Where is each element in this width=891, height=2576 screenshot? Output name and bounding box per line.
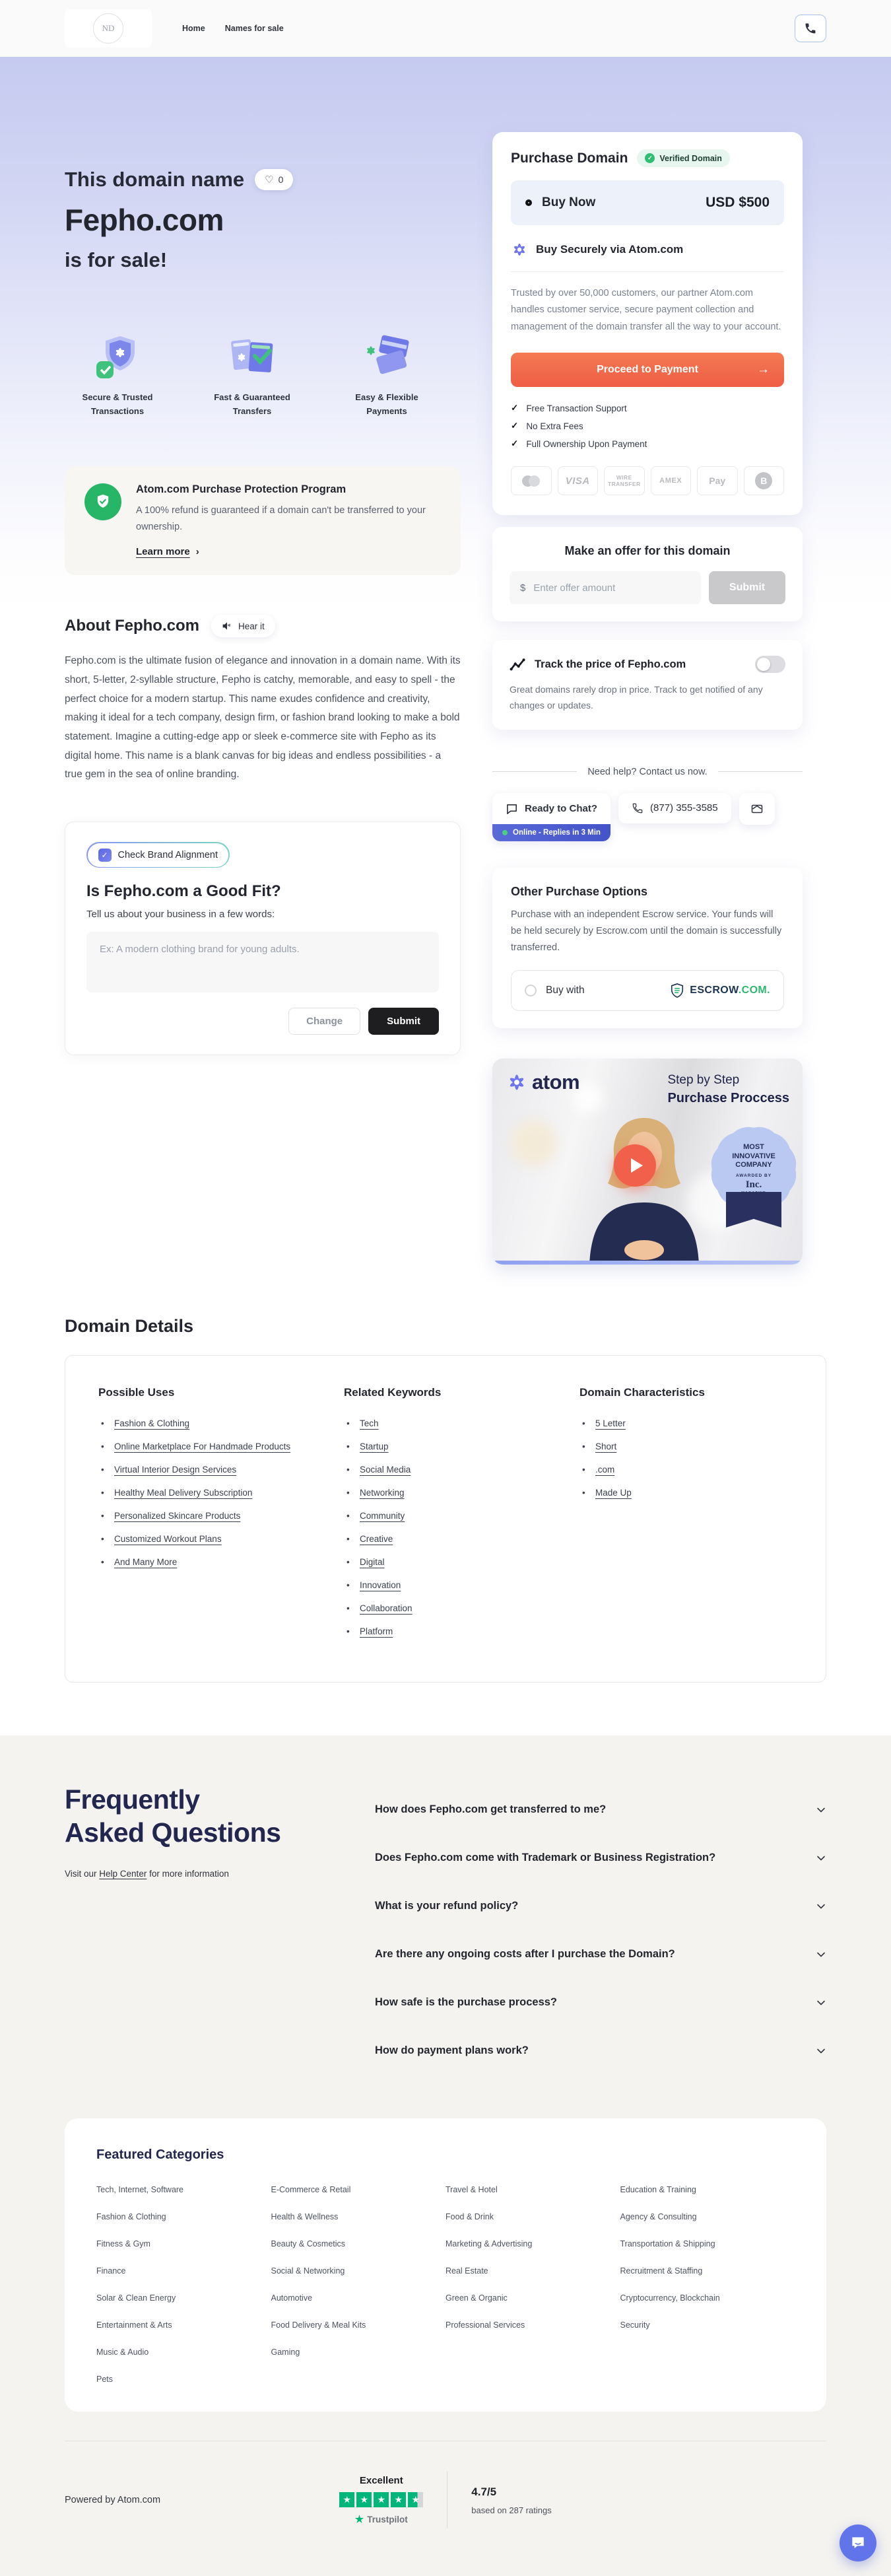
track-text: Great domains rarely drop in price. Track to get notified of any changes or updates. (510, 684, 763, 711)
star-icon: ★ (356, 2492, 372, 2507)
radio-unselected-icon[interactable] (525, 985, 537, 996)
category-link[interactable]: Music & Audio (96, 2348, 149, 2357)
categories-title: Featured Categories (96, 2147, 224, 2162)
category-link[interactable]: Transportation & Shipping (620, 2239, 715, 2248)
purchase-protection-card (65, 466, 461, 576)
atom-logo-icon (511, 241, 528, 258)
verified-check-icon: ✓ (645, 153, 655, 163)
feature-label: Fast & Guaranteed Transfers (214, 392, 290, 416)
payment-methods (511, 466, 784, 495)
protection-text: A 100% refund is guaranteed if a domain can't be transferred to your ownership. (136, 505, 426, 532)
category-link[interactable]: Green & Organic (446, 2293, 508, 2303)
check-square-icon: ✓ (98, 849, 112, 862)
detail-link-item (344, 1576, 527, 1595)
domain-details-section (0, 1316, 891, 1683)
detail-link[interactable]: Digital (360, 1556, 385, 1567)
purchase-process-video[interactable] (492, 1059, 803, 1265)
related-keywords-column: Related Keywords • Tech • Startup • Social Media • Networking • Community • Creative • Digital • Innovation • Collaboration • Platform (344, 1386, 527, 1645)
detail-link[interactable]: Networking (360, 1487, 405, 1498)
faq-question-row[interactable]: How does Fepho.com get transferred to me? (375, 1786, 826, 1834)
trustpilot-logo: ★ Trustpilot (354, 2514, 408, 2525)
detail-link-item (98, 1437, 317, 1456)
feature-label: Secure & Trusted Transactions (82, 392, 153, 416)
proceed-to-payment-button[interactable]: Proceed to Payment → (511, 353, 784, 387)
video-caption: Step by Step Purchase Proccess (667, 1072, 789, 1106)
detail-link[interactable]: Healthy Meal Delivery Subscription (114, 1487, 253, 1498)
payment-mastercard-icon (511, 466, 552, 495)
payment-amex-icon: AMEX (651, 466, 692, 495)
verified-domain-badge: ✓ Verified Domain (637, 149, 729, 167)
detail-link[interactable]: Platform (360, 1626, 393, 1636)
about-title: About Fepho.com (65, 617, 199, 635)
detail-link-item (98, 1506, 317, 1525)
star-icon: ★ (408, 2492, 423, 2507)
category-link[interactable]: Health & Wellness (271, 2212, 339, 2221)
shield-check-icon (92, 331, 143, 383)
detail-link[interactable]: Creative (360, 1533, 393, 1544)
category-link[interactable]: Fitness & Gym (96, 2239, 150, 2248)
hero-tagline: is for sale! (65, 248, 168, 271)
fit-submit-button[interactable]: Submit (368, 1008, 439, 1035)
powered-by: Powered by Atom.com (65, 2495, 161, 2505)
detail-link[interactable]: Startup (360, 1441, 389, 1451)
phone-icon (804, 22, 817, 35)
category-link[interactable]: Security (620, 2320, 650, 2330)
detail-link[interactable]: Personalized Skincare Products (114, 1510, 241, 1521)
detail-link-item (579, 1460, 793, 1479)
detail-link[interactable]: Online Marketplace For Handmade Products (114, 1441, 291, 1451)
category-link[interactable]: Food Delivery & Meal Kits (271, 2320, 366, 2330)
nav-home[interactable]: Home (182, 24, 205, 33)
offer-submit-button[interactable]: Submit (709, 571, 785, 604)
envelope-icon (750, 802, 764, 816)
category-link[interactable]: Fashion & Clothing (96, 2212, 166, 2221)
phone-icon (632, 802, 644, 814)
benefit-list (511, 403, 784, 449)
chevron-down-icon (816, 1949, 826, 1960)
faq-section (0, 1735, 891, 2576)
phone-number-button[interactable]: (877) 355-3585 (618, 793, 731, 823)
benefit-item: ✓ Free Transaction Support (511, 403, 627, 413)
check-icon: ✓ (511, 403, 519, 413)
speaker-icon (222, 621, 232, 631)
price-track-card (492, 640, 803, 730)
detail-link[interactable]: Customized Workout Plans (114, 1533, 222, 1544)
detail-link-item (98, 1552, 317, 1572)
arrow-right-icon: → (757, 363, 770, 377)
chevron-down-icon (816, 1901, 826, 1912)
email-button[interactable] (739, 793, 775, 825)
feature-label: Easy & Flexible Payments (355, 392, 418, 416)
faq-title: Frequently Asked Questions (65, 1784, 281, 1848)
category-column (620, 2185, 795, 2384)
help-center-link[interactable]: Help Center (99, 1869, 147, 1879)
payment-bitcoin-icon: B (744, 466, 785, 495)
about-text: Fepho.com is the ultimate fusion of elegance and innovation in a domain name. With its short, 5-letter, 2-syllable structure, Fepho is catchy, memorable, and easy to spell - the perfect choice for a modern startup. This name exudes confidence and creativity, making it ideal for a tech company, design firm, or fashion brand looking to make a bold statement. Imagine a cutting-edge app or sleek e-commerce site with Fepho as its digital home. This name is a blank canvas for big ideas and endless possibilities - a true gem in the sea of online branding. (65, 655, 461, 781)
site-header (0, 0, 891, 57)
domain-title: Fepho.com (65, 203, 224, 237)
category-link[interactable]: Agency & Consulting (620, 2212, 697, 2221)
category-link[interactable]: Marketing & Advertising (446, 2239, 533, 2248)
detail-link-item (579, 1483, 793, 1502)
logo-monogram: ND (93, 13, 123, 44)
detail-link-item (344, 1483, 527, 1502)
fit-title: Is Fepho.com a Good Fit? (86, 882, 281, 901)
faq-question-row[interactable]: How do payment plans work? (375, 2027, 826, 2075)
shield-badge-icon (84, 483, 121, 520)
detail-link[interactable]: Community (360, 1510, 405, 1521)
chevron-down-icon (816, 2046, 826, 2056)
feature-list (65, 331, 461, 419)
feature-transfer (199, 331, 305, 419)
radio-selected-icon[interactable] (525, 199, 532, 206)
about-section (65, 615, 461, 784)
contact-section (492, 767, 803, 841)
detail-link-item (98, 1483, 317, 1502)
atom-brand-logo: atom (507, 1070, 579, 1094)
footer (65, 2441, 826, 2576)
detail-link[interactable]: Short (595, 1441, 617, 1451)
detail-link[interactable]: And Many More (114, 1556, 178, 1567)
online-dot-icon (502, 830, 508, 835)
detail-link[interactable]: Fashion & Clothing (114, 1418, 190, 1428)
details-card (65, 1355, 826, 1683)
chevron-down-icon (816, 1998, 826, 2008)
check-icon: ✓ (511, 421, 519, 431)
detail-link[interactable]: Made Up (595, 1487, 632, 1498)
change-button[interactable]: Change (288, 1008, 360, 1035)
nav-names-for-sale[interactable]: Names for sale (224, 24, 284, 33)
price: USD $500 (706, 195, 770, 210)
atom-logo-icon (507, 1072, 527, 1092)
chat-icon (506, 802, 518, 815)
presenter-image (562, 1113, 727, 1265)
faq-question-row[interactable]: How safe is the purchase process? (375, 1978, 826, 2027)
learn-more-link[interactable]: Learn more › (136, 546, 199, 558)
contact-heading: Need help? Contact us now. (492, 767, 803, 777)
benefit-item: ✓ No Extra Fees (511, 421, 583, 431)
detail-link-item (344, 1552, 527, 1572)
detail-link-item (344, 1599, 527, 1618)
detail-link-item (98, 1460, 317, 1479)
trustpilot-rating: Excellent ★ ★ ★ ★ ★ ★ Trustpilot (339, 2475, 423, 2525)
offer-amount-input[interactable] (532, 582, 690, 594)
featured-categories-card (65, 2118, 826, 2412)
line-chart-icon (510, 657, 527, 672)
category-link[interactable]: Gaming (271, 2348, 300, 2357)
track-toggle[interactable] (755, 656, 785, 673)
hero-eyebrow: This domain name (65, 168, 245, 191)
benefit-item: ✓ Full Ownership Upon Payment (511, 438, 647, 449)
category-link[interactable]: Beauty & Cosmetics (271, 2239, 346, 2248)
detail-link-item (579, 1414, 793, 1433)
category-link[interactable]: Cryptocurrency, Blockchain (620, 2293, 720, 2303)
star-icon: ★ (391, 2492, 406, 2507)
heart-icon: ♡ (265, 174, 274, 186)
buy-now-option[interactable]: Buy Now USD $500 (511, 180, 784, 225)
chat-widget-button[interactable] (840, 2524, 876, 2561)
category-column (271, 2185, 446, 2384)
business-description-input[interactable] (86, 932, 439, 992)
chat-status-badge: Online - Replies in 3 Min (492, 824, 610, 841)
video-accent-line (492, 1261, 803, 1265)
category-link[interactable]: Education & Training (620, 2185, 696, 2194)
purchase-title: Purchase Domain (511, 150, 628, 166)
payment-visa-icon: VISA (558, 466, 599, 495)
offer-title: Make an offer for this domain (564, 544, 731, 558)
purchase-domain-card (492, 132, 803, 515)
chat-button[interactable]: Ready to Chat? Online - Replies in 3 Min (492, 793, 610, 841)
category-link[interactable]: Tech, Internet, Software (96, 2185, 184, 2194)
payment-wire-transfer-icon: WIRE TRANSFER (604, 466, 645, 495)
detail-link-item (344, 1622, 527, 1641)
category-link[interactable]: Real Estate (446, 2266, 488, 2276)
chevron-down-icon (816, 1853, 826, 1863)
chevron-down-icon (816, 1805, 826, 1815)
track-title: Track the price of Fepho.com (535, 658, 686, 670)
payment-apple-pay-icon: Pay (697, 466, 738, 495)
category-link[interactable]: Finance (96, 2266, 126, 2276)
escrow-shield-icon (670, 983, 684, 998)
detail-link[interactable]: Tech (360, 1418, 379, 1428)
category-link[interactable]: Social & Networking (271, 2266, 345, 2276)
divider (511, 271, 784, 272)
category-link[interactable]: Entertainment & Arts (96, 2320, 172, 2330)
details-title: Domain Details (65, 1315, 194, 1336)
currency-symbol: $ (520, 582, 526, 594)
protection-title: Atom.com Purchase Protection Program (136, 483, 346, 495)
brand-fit-card (65, 821, 461, 1055)
detail-link-item (98, 1414, 317, 1433)
like-count: 0 (278, 174, 284, 185)
detail-link-item (344, 1529, 527, 1549)
faq-question-row[interactable]: Does Fepho.com come with Trademark or Business Registration? (375, 1834, 826, 1882)
phone-button[interactable] (795, 15, 826, 42)
background-blur (511, 1120, 557, 1166)
detail-link[interactable]: Social Media (360, 1464, 411, 1475)
escrow-text: Purchase with an independent Escrow service. Your funds will be held securely by Escrow.com until the domain is successfully transferred. (511, 909, 782, 954)
faq-question-row[interactable]: What is your refund policy? (375, 1882, 826, 1930)
faq-help-text: Visit our Help Center for more information (65, 1869, 229, 1879)
secure-label: Buy Securely via Atom.com (536, 243, 684, 256)
site-logo[interactable] (65, 9, 152, 48)
faq-question-row[interactable]: Are there any ongoing costs after I purchase the Domain? (375, 1930, 826, 1978)
possible-uses-column: Possible Uses • Fashion & Clothing • Online Marketplace For Handmade Products • Virtual Interior Design Services • Healthy Meal Delivery Subscription • Personalized Skincare Products • Customized Workout Plans • And Many More (98, 1386, 344, 1645)
detail-link[interactable]: Virtual Interior Design Services (114, 1464, 237, 1475)
chevron-right-icon: › (195, 546, 199, 558)
detail-link-item (344, 1414, 527, 1433)
faq-list (375, 1786, 826, 2075)
category-column (96, 2185, 271, 2384)
check-icon: ✓ (511, 438, 519, 449)
fit-subtitle: Tell us about your business in a few words: (86, 909, 275, 921)
detail-link[interactable]: Collaboration (360, 1603, 412, 1613)
trust-text: Trusted by over 50,000 customers, our partner Atom.com handles customer service, secure payment collection and management of the domain transfer all the way to your account. (511, 288, 781, 332)
main-nav (182, 24, 284, 33)
credit-cards-icon (362, 331, 412, 383)
domain-characteristics-column: Domain Characteristics • 5 Letter • Short • .com • Made Up (527, 1386, 793, 1645)
category-link[interactable]: E-Commerce & Retail (271, 2185, 351, 2194)
detail-link-item (344, 1460, 527, 1479)
escrow-title: Other Purchase Options (511, 884, 648, 898)
category-column (446, 2185, 620, 2384)
star-icon: ★ (374, 2492, 389, 2507)
play-button[interactable] (614, 1144, 656, 1187)
other-purchase-options-card (492, 868, 803, 1028)
category-link[interactable]: Travel & Hotel (446, 2185, 498, 2194)
detail-link[interactable]: .com (595, 1464, 615, 1475)
trustpilot-stars (339, 2492, 423, 2507)
award-badge (714, 1132, 793, 1228)
rating-score: 4.7/5 based on 287 ratings (471, 2485, 552, 2515)
feature-payments (334, 331, 440, 419)
brand-alignment-badge: ✓ Check Brand Alignment (86, 842, 230, 868)
escrow-logo: ESCROW.COM. (670, 983, 770, 998)
category-link[interactable]: Professional Services (446, 2320, 525, 2330)
detail-link-item (344, 1437, 527, 1456)
offer-input-wrap (510, 571, 701, 604)
star-icon: ★ (339, 2492, 354, 2507)
detail-link[interactable]: Innovation (360, 1580, 401, 1590)
category-link[interactable]: Food & Drink (446, 2212, 494, 2221)
detail-link-item (344, 1506, 527, 1525)
detail-link-item (579, 1437, 793, 1456)
category-link[interactable]: Recruitment & Staffing (620, 2266, 703, 2276)
category-link[interactable]: Pets (96, 2375, 114, 2384)
award-seal-icon: MOST INNOVATIVE COMPANY AWARDED BY Inc. MAGAZINE (717, 1132, 791, 1206)
category-link[interactable]: Automotive (271, 2293, 313, 2303)
folder-transfer-icon (227, 331, 277, 383)
escrow-option[interactable]: Buy with ESCROW.COM. (511, 970, 784, 1011)
chat-icon (849, 2534, 867, 2552)
hear-it-button[interactable]: Hear it (211, 615, 275, 637)
make-offer-card (492, 527, 803, 621)
category-link[interactable]: Solar & Clean Energy (96, 2293, 176, 2303)
like-button[interactable] (255, 169, 293, 190)
detail-link-item (98, 1529, 317, 1549)
feature-secure (65, 331, 170, 419)
detail-link[interactable]: 5 Letter (595, 1418, 626, 1428)
